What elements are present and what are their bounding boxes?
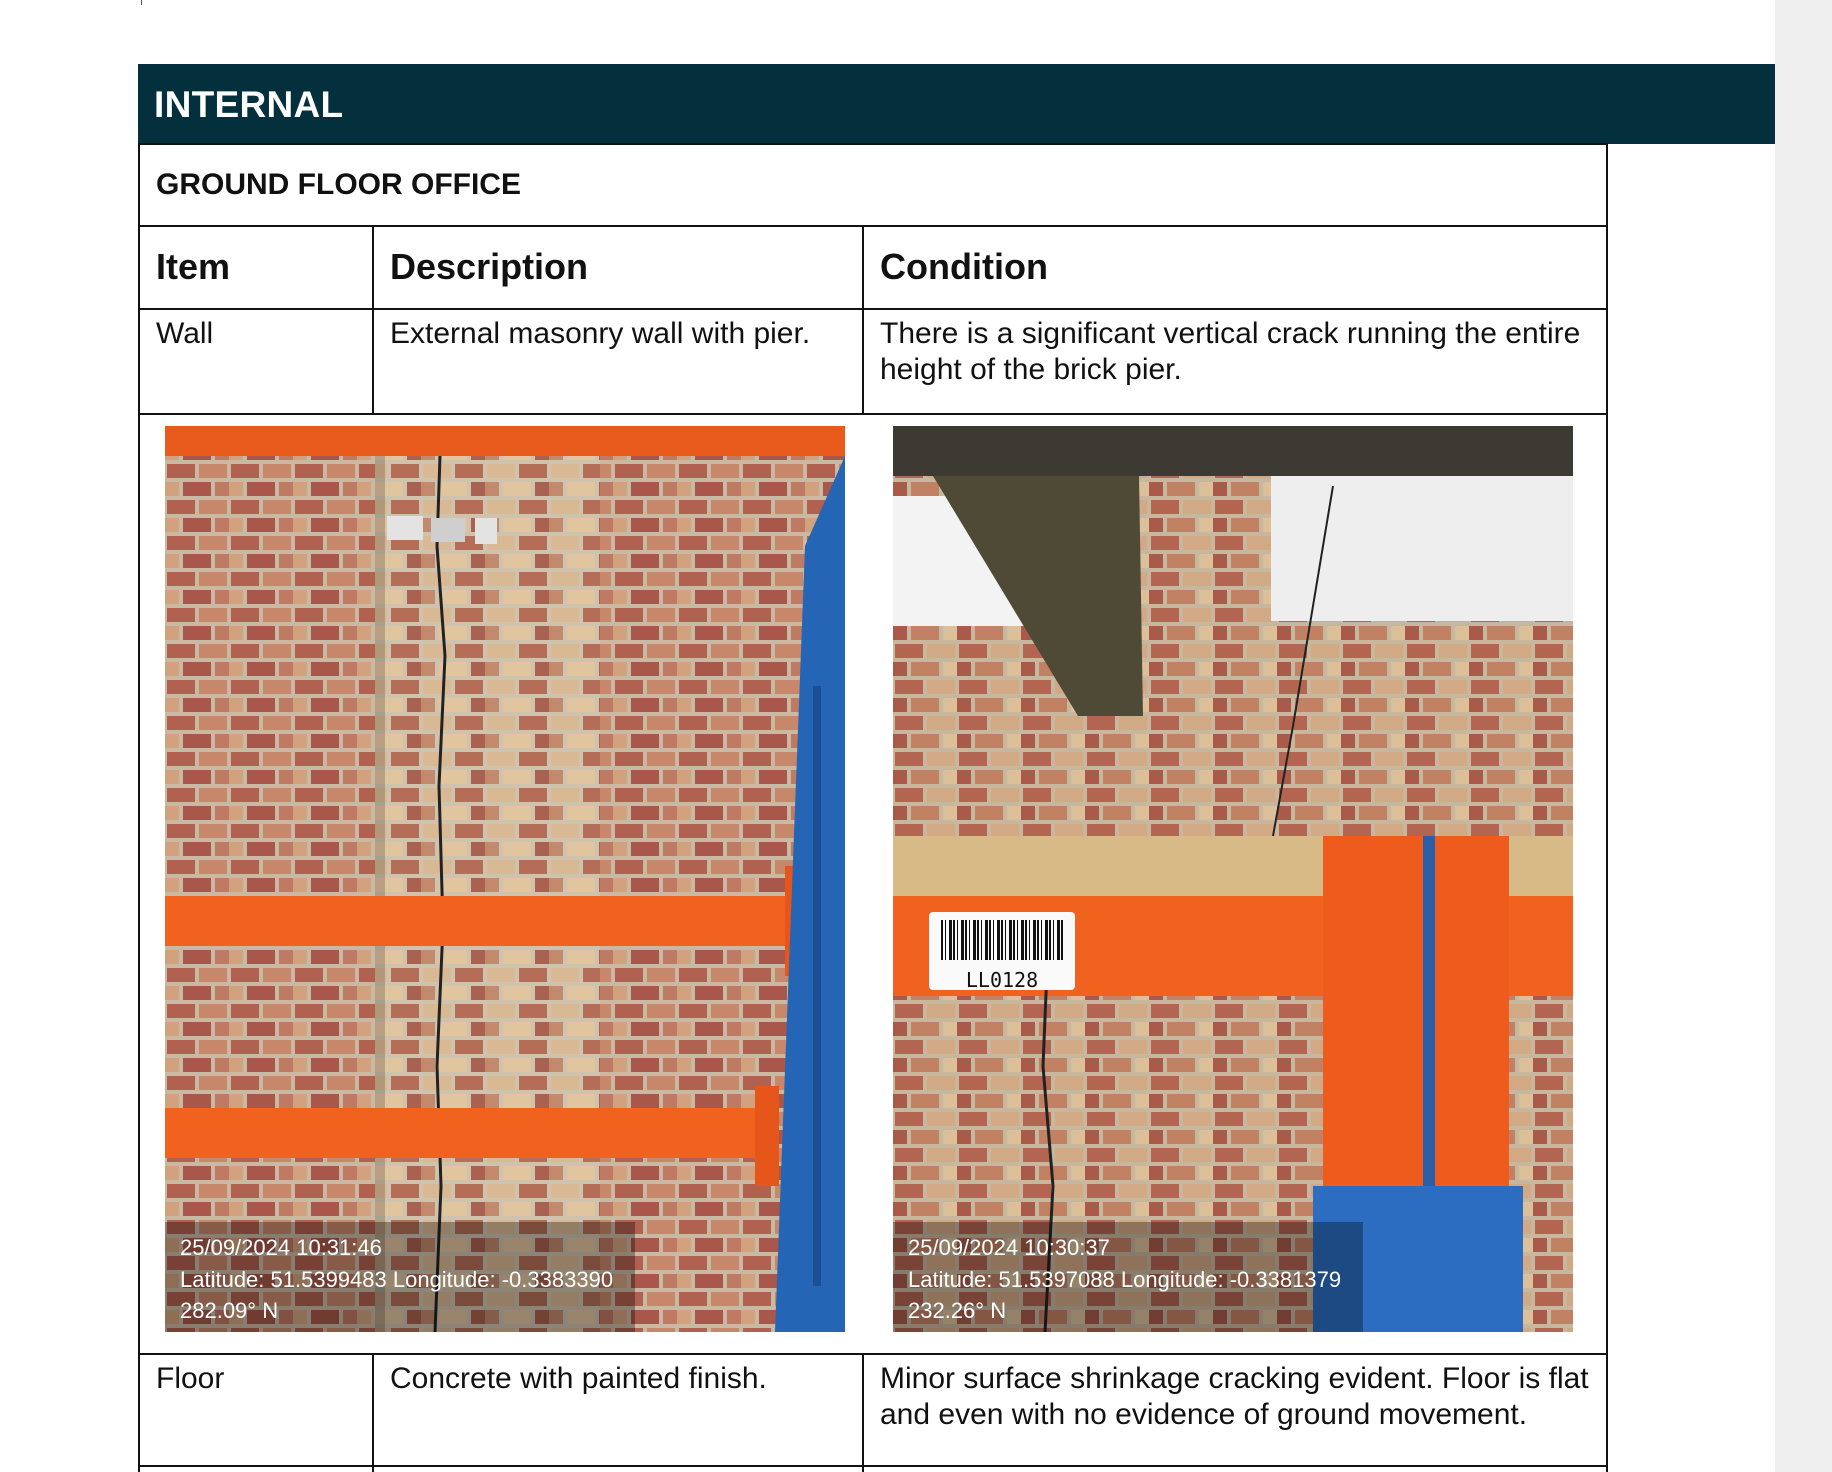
photo-heading: 282.09° N bbox=[180, 1298, 279, 1323]
row-condition bbox=[863, 1466, 1607, 1472]
racking-wall-image bbox=[893, 426, 1573, 1332]
table-header-row bbox=[139, 226, 1607, 309]
header-condition: Condition bbox=[863, 226, 1607, 309]
photo-coordinates: Latitude: 51.5399483 Longitude: -0.3383390 bbox=[180, 1266, 614, 1292]
row-item: Wall bbox=[139, 309, 373, 414]
barcode-label bbox=[929, 912, 1075, 990]
barcode-icon bbox=[941, 920, 1063, 960]
room-row bbox=[139, 144, 1607, 226]
scrollbar-track[interactable] bbox=[1775, 0, 1832, 1472]
photo-timestamp: 25/09/2024 10:31:46 bbox=[180, 1235, 382, 1260]
photo-cell bbox=[139, 414, 1607, 1354]
photo-heading: 232.26° N bbox=[908, 1298, 1007, 1323]
photo-metadata-overlay bbox=[893, 1222, 1363, 1332]
text-cursor bbox=[141, 0, 142, 5]
section-header-bar bbox=[138, 64, 1775, 144]
wall-photo-1 bbox=[165, 426, 845, 1332]
table-row bbox=[139, 1354, 1607, 1466]
barcode-label-text: LL0128 bbox=[965, 968, 1039, 992]
table-row bbox=[139, 309, 1607, 414]
photo-timestamp: 25/09/2024 10:30:37 bbox=[908, 1235, 1110, 1260]
row-condition: Minor surface shrinkage cracking evident. Floor is flat and even with no evidence of ground movement. bbox=[863, 1354, 1607, 1466]
row-item bbox=[139, 1466, 373, 1472]
inspection-table bbox=[138, 143, 1608, 1472]
row-item: Floor bbox=[139, 1354, 373, 1466]
room-title: GROUND FLOOR OFFICE bbox=[139, 144, 1607, 226]
header-description: Description bbox=[373, 226, 863, 309]
brick-wall-image bbox=[165, 426, 845, 1332]
row-description: Concrete with painted finish. bbox=[373, 1354, 863, 1466]
header-item: Item bbox=[139, 226, 373, 309]
photo-metadata-overlay bbox=[165, 1222, 635, 1332]
photo-row bbox=[139, 414, 1607, 1354]
row-condition: There is a significant vertical crack running the entire height of the brick pier. bbox=[863, 309, 1607, 414]
photo-coordinates: Latitude: 51.5397088 Longitude: -0.3381379 bbox=[908, 1266, 1342, 1292]
row-description: External masonry wall with pier. bbox=[373, 309, 863, 414]
table-row bbox=[139, 1466, 1607, 1472]
row-description bbox=[373, 1466, 863, 1472]
section-title: INTERNAL bbox=[154, 84, 344, 125]
wall-photo-2 bbox=[893, 426, 1573, 1332]
